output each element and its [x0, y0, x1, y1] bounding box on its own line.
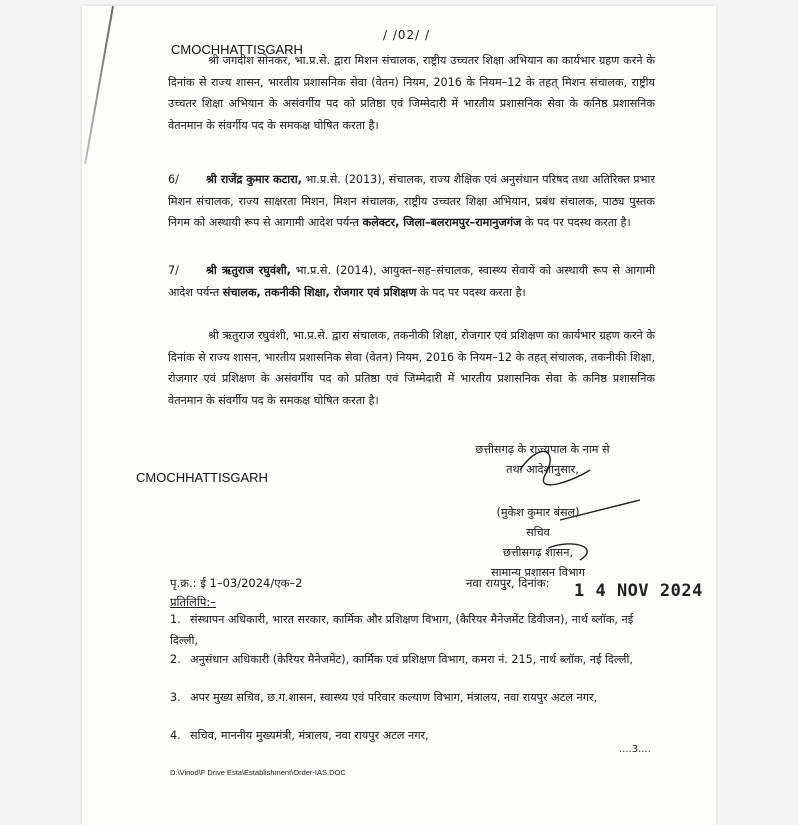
watermark-top: CMOCHHATTISGARH — [171, 42, 303, 57]
paragraph-technical-education: श्री ऋतुराज रघुवंशी, भा.प्र.से. द्वारा संचालक, तकनीकी शिक्षा, रोजगार एवं प्रशिक्षण का कार्यभार ग्रहण करने के दिनांक से राज्य शासन, भारतीय प्रशासनिक सेवा (वेतन) नियम, 2016 के नियम–12 के तहत् संचालक, तकनीकी शिक्षा, रोजगार एवं प्रशिक्षण के असंवर्गीय पद को प्रतिष्ठा एवं जिम्मेदारी में भारतीय प्रशासनिक सेवा के कनिष्ठ प्रशासनिक वेतनमान के संवर्गीय पद के समकक्ष घोषित करता है। — [168, 329, 655, 407]
reference-number: पृ.क्र.: ई 1–03/2024/एक–2 — [170, 576, 303, 590]
order-authority: छत्तीसगढ़ के राज्यपाल के नाम से तथा आदेशानुसार, — [475, 443, 610, 476]
date-label: नवा रायपुर, दिनांक: — [466, 576, 550, 590]
file-path-footer: D:\Vinod\F Drive Esta\Establishment\Order-IAS.DOC — [170, 768, 346, 777]
signatory-dept: सामान्य प्रशासन विभाग — [491, 566, 585, 579]
paragraph-mission-director: श्री जगदीश सोनकर, भा.प्र.से. द्वारा मिशन संचालक, राष्ट्रीय उच्चतर शिक्षा अभियान का कार्यभार ग्रहण करने के दिनांक से राज्य शासन, भारतीय प्रशासनिक सेवा (वेतन) नियम, 2016 के नियम–12 के तहत् मिशन संचालक, राष्ट्रीय उच्चतर शिक्षा अभियान के असंवर्गीय पद को प्रतिष्ठा एवं जिम्मेदारी में भारतीय प्रशासनिक सेवा के कनिष्ठ प्रशासनिक वेतनमान के संवर्गीय पद के समकक्ष घोषित करता है। — [168, 54, 655, 132]
signatory-title: सचिव — [526, 526, 550, 539]
signature-block — [478, 503, 598, 583]
posting-6: कलेक्टर, जिला–बलरामपुर–रामानुजगंज — [362, 216, 522, 230]
posting-7: संचालक, तकनीकी शिक्षा, रोजगार एवं प्रशिक्षण — [222, 285, 417, 299]
officer-name-7: श्री ऋतुराज रघुवंशी, — [206, 264, 291, 277]
officer-name-6: श्री राजेंद्र कुमार कटारा, — [206, 173, 302, 186]
order-item-7: 7/ श्री ऋतुराज रघुवंशी, भा.प्र.से. (2014), आयुक्त–सह–संचालक, स्वास्थ्य सेवायें को अस्थायी रूप से आगामी आदेश पर्यन्त संचालक, तकनीकी शिक्षा, रोजगार एवं प्रशिक्षण के पद पर पदस्थ करता है। — [168, 264, 656, 299]
continuation-marker: ....3.... — [619, 744, 651, 755]
order-item-6: 6/ श्री राजेंद्र कुमार कटारा, भा.प्र.से. (2013), संचालक, राज्य शैक्षिक एवं अनुसंधान परिषद तथा अतिरिक्त प्रभार मिशन संचालक, राज्य साक्षरता मिशन, मिशन संचालक, राष्ट्रीय उच्चतर शिक्षा अभियान, प्रबंध संचालक, पाठ्य पुस्तक निगम को अस्थायी रूप से आगामी आदेश पर्यन्त कलेक्टर, जिला–बलरामपुर–रामानुजगंज के पद पर पदस्थ करता है। — [168, 173, 655, 230]
copy-to-item: 1. संस्थापन अधिकारी, भारत सरकार, कार्मिक और प्रशिक्षण विभाग, (कैरियर मैनेजमेंट डिवीजन), नार्थ ब्लॉक, नई दिल्ली, — [170, 613, 634, 647]
copy-to-item: 4. सचिव, माननीय मुख्यमंत्री, मंत्रालय, नवा रायपुर अटल नगर, — [170, 729, 429, 742]
watermark-middle: CMOCHHATTISGARH — [136, 470, 268, 485]
signatory-govt: छत्तीसगढ़ शासन, — [502, 546, 574, 559]
signatory-name: (मुकेश कुमार बंसल) — [496, 506, 580, 519]
copy-to-item: 3. अपर मुख्य सचिव, छ.ग.शासन, स्वास्थ्य एवं परिवार कल्याण विभाग, मंत्रालय, नवा रायपुर अटल नगर, — [170, 691, 598, 704]
copy-to-item: 2. अनुसंधान अधिकारी (केरियर मैनेजमेंट), कार्मिक एवं प्रशिक्षण विभाग, कमरा नं. 215, नार्थ ब्लॉक, नई दिल्ली, — [170, 653, 633, 666]
date-stamp: 1 4 NOV 2024 — [574, 581, 703, 601]
copy-to-heading: प्रतिलिपि:– — [170, 595, 216, 609]
page-number-marker: / /02/ / — [383, 28, 431, 42]
